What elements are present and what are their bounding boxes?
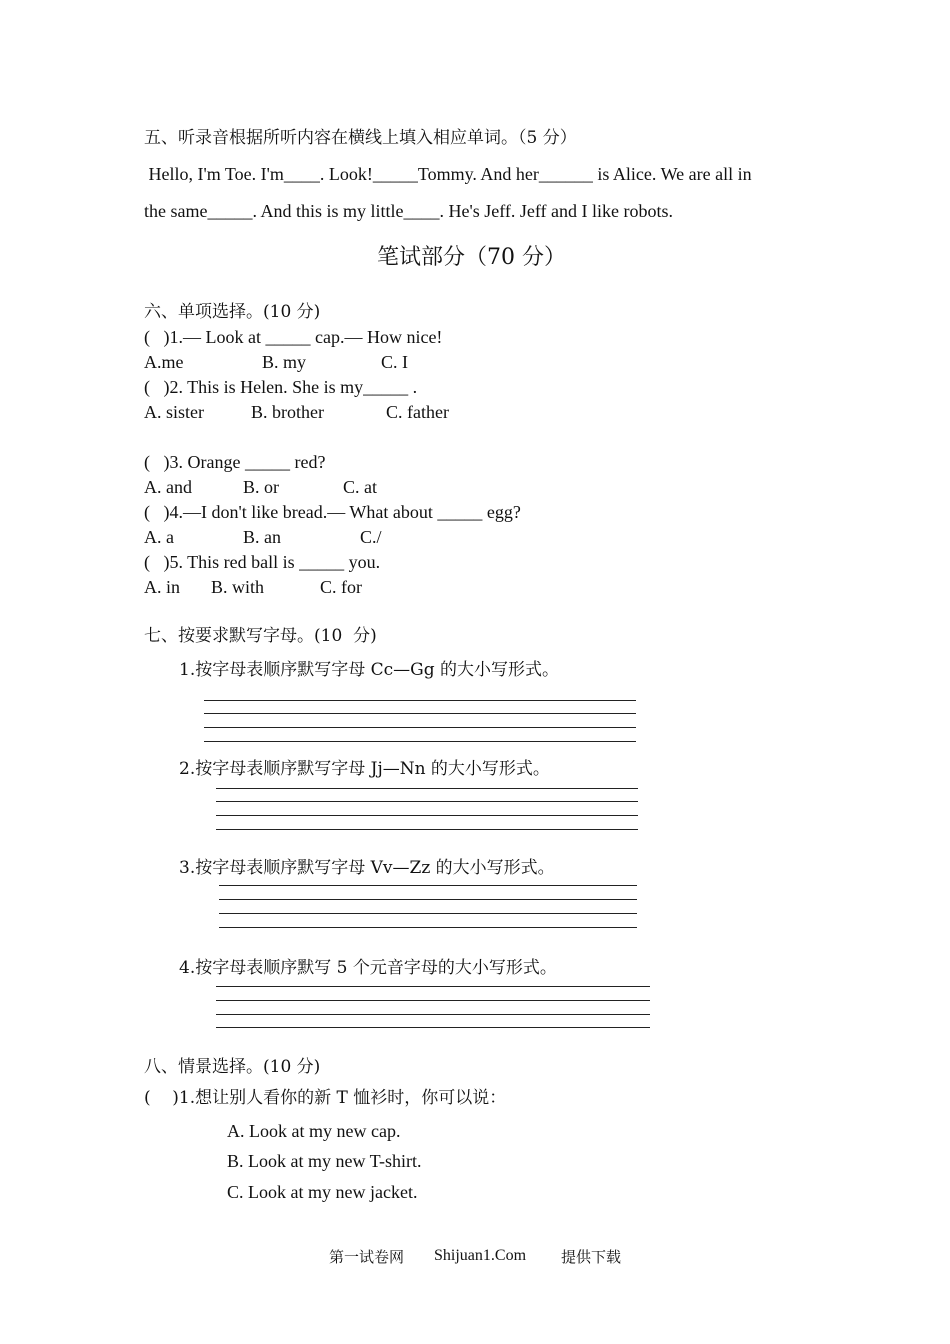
question-5: ( )5. This red ball is _____ you.	[144, 552, 381, 572]
q1-option-c: C. I	[381, 352, 408, 372]
q3-option-b: B. or	[243, 477, 279, 497]
footer-site-name: 第一试卷网	[329, 1248, 405, 1266]
letters-item-1: 1.按字母表顺序默写字母 Cc—Gg 的大小写形式。	[179, 660, 560, 680]
q3-option-a: A. and	[144, 477, 192, 497]
section5-heading: 五、听录音根据所听内容在横线上填入相应单词。（5 分）	[144, 128, 577, 148]
written-part-title: 笔试部分（70 分）	[377, 245, 566, 270]
situation-question-1: ( )1.想让别人看你的新 T 恤衫时，你可以说：	[144, 1088, 507, 1108]
situation-option-a: A. Look at my new cap.	[227, 1121, 401, 1141]
q4-option-a: A. a	[144, 527, 174, 547]
q5-option-c: C. for	[320, 577, 362, 597]
q5-option-a: A. in	[144, 577, 180, 597]
question-1: ( )1.— Look at _____ cap.— How nice!	[144, 327, 443, 347]
situation-option-c: C. Look at my new jacket.	[227, 1182, 418, 1202]
q4-option-b: B. an	[243, 527, 281, 547]
question-3: ( )3. Orange _____ red?	[144, 452, 326, 472]
q1-option-a: A.me	[144, 352, 184, 372]
writing-line	[204, 713, 636, 714]
writing-line	[216, 829, 638, 830]
section5-line2: the same_____. And this is my little____. He's Jeff. Jeff and I like robots.	[144, 201, 674, 221]
writing-line	[219, 899, 637, 900]
writing-line	[216, 1014, 650, 1015]
section5-line1: Hello, I'm Toe. I'm____. Look!_____Tommy. And her______ is Alice. We are all in	[144, 164, 752, 184]
q2-option-b: B. brother	[251, 402, 324, 422]
writing-line	[216, 801, 638, 802]
writing-line	[216, 1000, 650, 1001]
letters-item-2: 2.按字母表顺序默写字母 Jj—Nn 的大小写形式。	[179, 759, 550, 779]
writing-line	[204, 741, 636, 742]
writing-line	[216, 1027, 650, 1028]
q3-option-c: C. at	[343, 477, 377, 497]
q2-option-a: A. sister	[144, 402, 204, 422]
q1-option-b: B. my	[262, 352, 307, 372]
question-4: ( )4.—I don't like bread.— What about _____ egg?	[144, 502, 521, 522]
q5-option-b: B. with	[211, 577, 265, 597]
section8-heading: 八、情景选择。(10 分)	[144, 1057, 321, 1077]
question-2: ( )2. This is Helen. She is my_____ .	[144, 377, 418, 397]
footer-site-url: Shijuan1.Com	[434, 1247, 527, 1264]
writing-line	[204, 700, 636, 701]
q2-option-c: C. father	[386, 402, 449, 422]
writing-line	[219, 885, 637, 886]
footer-download-text: 提供下载	[561, 1248, 622, 1266]
q4-option-c: C./	[360, 527, 382, 547]
letters-item-3: 3.按字母表顺序默写字母 Vv—Zz 的大小写形式。	[179, 858, 555, 878]
writing-line	[219, 927, 637, 928]
writing-line	[204, 727, 636, 728]
situation-option-b: B. Look at my new T-shirt.	[227, 1151, 422, 1171]
section7-heading: 七、按要求默写字母。(10 分)	[144, 626, 377, 646]
writing-line	[219, 913, 637, 914]
section6-heading: 六、单项选择。(10 分)	[144, 302, 321, 322]
writing-line	[216, 788, 638, 789]
letters-item-4: 4.按字母表顺序默写 5 个元音字母的大小写形式。	[179, 958, 557, 978]
writing-line	[216, 986, 650, 987]
writing-line	[216, 815, 638, 816]
